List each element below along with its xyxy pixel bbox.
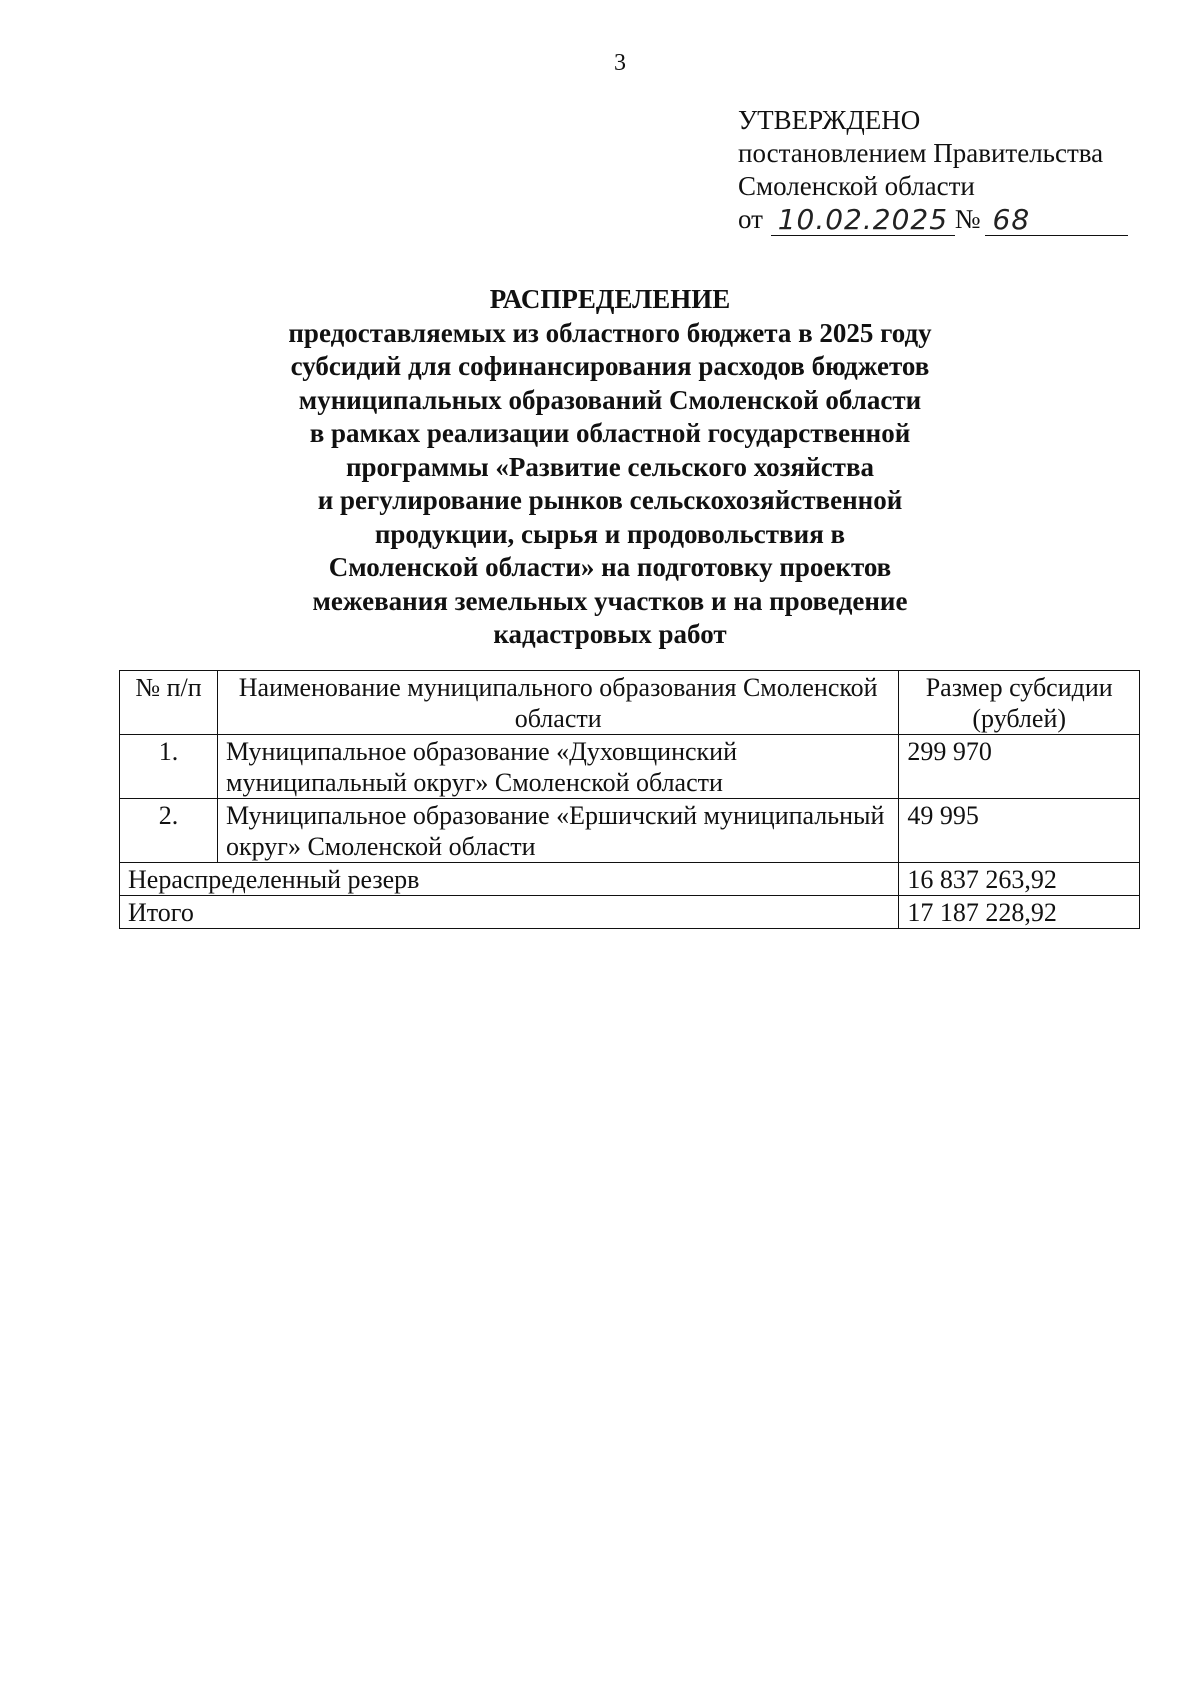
header-amount: Размер субсидии (рублей) — [899, 671, 1140, 735]
reserve-row — [120, 863, 1140, 896]
date-prefix: от — [738, 204, 763, 234]
number-sign: № — [954, 204, 981, 234]
subtitle-line: муниципальных образований Смоленской области — [298, 384, 922, 415]
table-header-row — [120, 671, 1140, 735]
row-number: 1. — [120, 735, 218, 799]
approval-line-2: Смоленской области — [738, 171, 975, 201]
approval-line-1: постановлением Правительства — [738, 138, 1104, 168]
subtitle-line: Смоленской области» на подготовку проектов — [328, 552, 892, 582]
row-number: 2. — [120, 799, 218, 863]
subtitle-line: в рамках реализации областной государственной — [309, 418, 911, 448]
document-heading — [240, 283, 980, 652]
reserve-label: Нераспределенный резерв — [120, 863, 899, 896]
document-title: РАСПРЕДЕЛЕНИЕ — [489, 284, 731, 314]
header-name: Наименование муниципального образования Смоленской области — [217, 671, 898, 735]
header-number: № п/п — [120, 671, 218, 735]
table-row — [120, 735, 1140, 799]
approval-date-line — [738, 203, 1128, 236]
total-label: Итого — [120, 896, 899, 929]
distribution-table — [119, 670, 1140, 929]
subtitle-line: продукции, сырья и продовольствия в — [374, 518, 846, 549]
row-name: Муниципальное образование «Ершичский муниципальный округ» Смоленской области — [217, 799, 898, 863]
row-amount: 49 995 — [899, 799, 1140, 863]
approval-status: УТВЕРЖДЕНО — [738, 105, 921, 135]
subtitle-line: программы «Развитие сельского хозяйства — [345, 451, 875, 482]
subtitle-line: и регулирование рынков сельскохозяйственной — [317, 485, 903, 515]
total-amount: 17 187 228,92 — [899, 896, 1140, 929]
row-name: Муниципальное образование «Духовщинский муниципальный округ» Смоленской области — [217, 735, 898, 799]
approval-stamp — [738, 104, 1128, 236]
row-amount: 299 970 — [899, 735, 1140, 799]
reserve-amount: 16 837 263,92 — [899, 863, 1140, 896]
subtitle-line: субсидий для софинансирования расходов бюджетов — [290, 351, 930, 381]
page-number: 3 — [614, 50, 626, 76]
subtitle-line: кадастровых работ — [493, 619, 727, 649]
subtitle-line: межевания земельных участков и на проведение — [312, 585, 908, 616]
total-row — [120, 896, 1140, 929]
handwritten-number: 68 — [985, 205, 1128, 236]
subtitle-line: предоставляемых из областного бюджета в 2025 году — [288, 317, 932, 348]
handwritten-date: 10.02.2025 — [771, 205, 955, 236]
table-row — [120, 799, 1140, 863]
